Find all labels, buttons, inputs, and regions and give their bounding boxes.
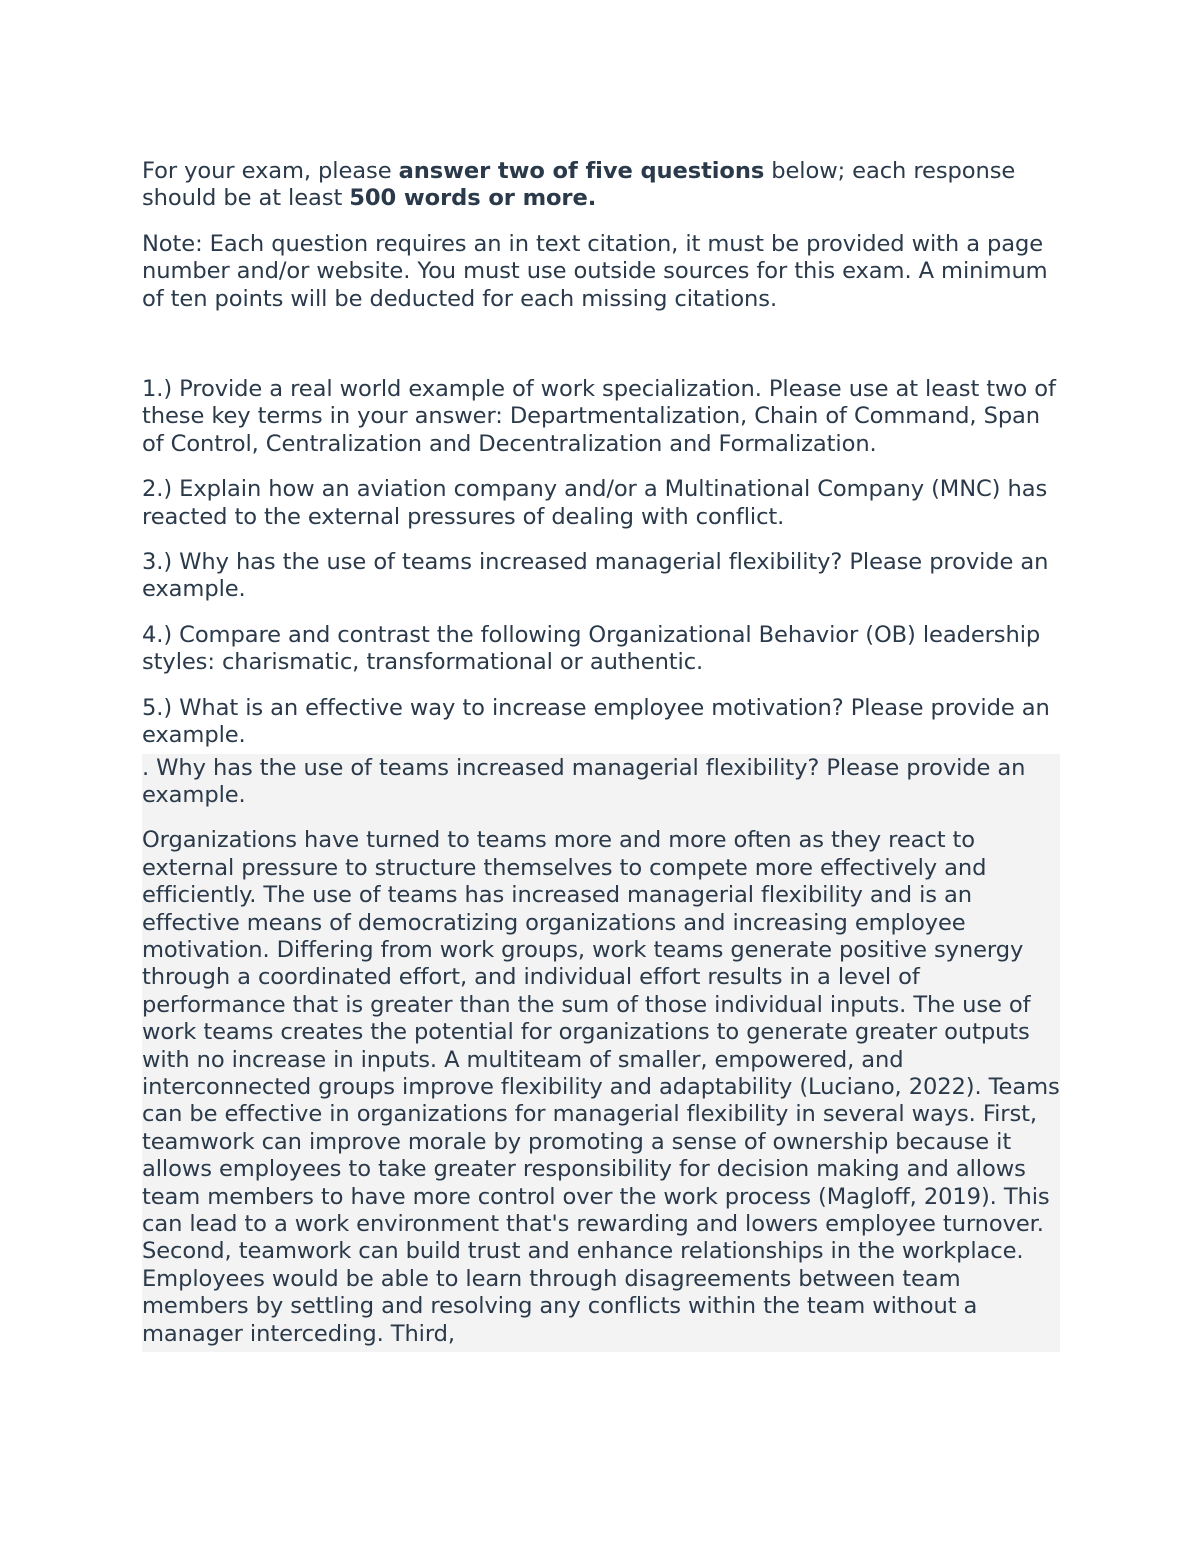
answer-body: Organizations have turned to teams more and more often as they react to external pressure to structure themselves to compete more effectively and efficiently. The use of teams has increased managerial flexibility and is an effective means of democratizing organizations and increasing employee motivation. Differing from work groups, work teams generate positive synergy through a coordinated effort, and individual effort results in a level of performance that is greater than the sum of those individual inputs. The use of work teams creates the potential for organizations to generate greater outputs with no increase in inputs. A multiteam of smaller, empowered, and interconnected groups improve flexibility and adaptability (Luciano, 2022). Teams can be effective in organizations for managerial flexibility in several ways. First, teamwork can improve morale by promoting a sense of ownership because it allows employees to take greater responsibility for decision making and allows team members to have more control over the work process (Magloff, 2019). This can lead to a work environment that's rewarding and lowers employee turnover. Second, teamwork can build trust and enhance relationships in the workplace. Employees would be able to learn through disagreements between team members by settling and resolving any conflicts within the team without a manager interceding. Third, [142,827,1060,1347]
instructions-text-2: below; each response should be at least [142,158,1016,212]
instructions-text-1: For your exam, please [142,158,399,184]
instructions-bold-1: answer two of five questions [398,158,765,184]
answer-section [142,754,1060,1353]
answer-heading: . Why has the use of teams increased managerial flexibility? Please provide an example. [142,754,1026,808]
question-3: 3.) Why has the use of teams increased managerial flexibility? Please provide an example. [142,549,1049,603]
question-4: 4.) Compare and contrast the following Organizational Behavior (OB) leadership styles: charismatic, transformational or authentic. [142,621,1041,676]
question-2: 2.) Explain how an aviation company and/or a Multinational Company (MNC) has reacted to the external pressures of dealing with conflict. [142,476,1048,530]
citation-note: Note: Each question requires an in text citation, it must be provided with a page number and/or website. You must use outside sources for this exam. A minimum of ten points will be deducted for each missing citations. [142,230,1048,312]
question-1: 1.) Provide a real world example of work specialization. Please use at least two of these key terms in your answer: Departmentalization, Chain of Command, Span of Control, Centralization and Decentralization and Formalization. [142,376,1056,457]
question-5: 5.) What is an effective way to increase employee motivation? Please provide an example. [142,694,1050,749]
document-page [142,158,1060,1352]
instructions-bold-2: 500 words or more. [349,185,597,212]
exam-instructions [142,158,1060,213]
